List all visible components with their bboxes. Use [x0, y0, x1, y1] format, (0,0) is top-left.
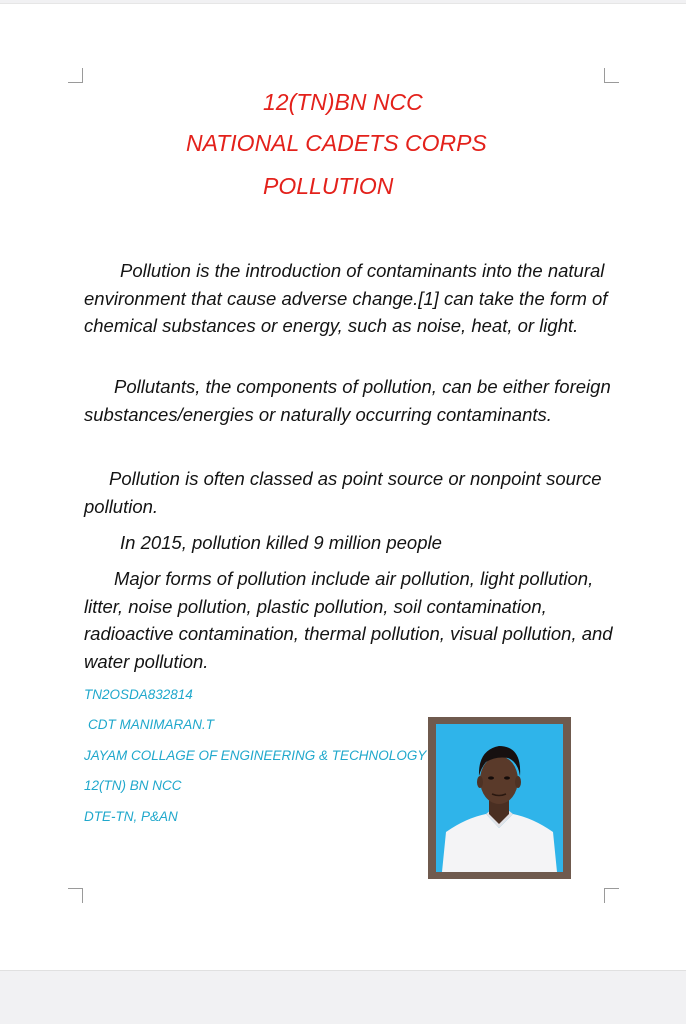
cadet-college: JAYAM COLLAGE OF ENGINEERING & TECHNOLOGY	[84, 748, 427, 763]
paragraph-pollutants: Pollutants, the components of pollution, can be either foreign substances/energies or naturally occurring contaminants.	[84, 376, 611, 425]
cadet-unit: 12(TN) BN NCC	[84, 778, 182, 793]
cadet-photo-frame	[428, 717, 571, 879]
paragraph-classification: Pollution is often classed as point source or nonpoint source pollution.	[84, 468, 602, 517]
cadet-name: CDT MANIMARAN.T	[88, 717, 214, 732]
paragraph-definition: Pollution is the introduction of contaminants into the natural environment that cause adverse change.[1] can take the form of chemical substances or energy, such as noise, heat, or light.	[84, 260, 608, 336]
cadet-photo	[436, 724, 563, 872]
crop-mark-top-left	[68, 68, 83, 83]
crop-mark-bottom-left	[68, 888, 83, 903]
crop-mark-top-right	[604, 68, 619, 83]
cadet-id: TN2OSDA832814	[84, 687, 193, 702]
cadet-directorate: DTE-TN, P&AN	[84, 809, 178, 824]
title-topic: POLLUTION	[263, 173, 394, 199]
title-organization: NATIONAL CADETS CORPS	[186, 130, 487, 156]
person-portrait-icon	[436, 724, 563, 872]
paragraph-statistic: In 2015, pollution killed 9 million people	[120, 532, 442, 553]
crop-mark-bottom-right	[604, 888, 619, 903]
title-unit: 12(TN)BN NCC	[263, 89, 423, 115]
paragraph-forms: Major forms of pollution include air pollution, light pollution, litter, noise pollution, plastic pollution, soil contamination, radioactive contamination, thermal pollution, visual pollution, and water pollution.	[84, 568, 613, 672]
document-page	[0, 3, 686, 971]
